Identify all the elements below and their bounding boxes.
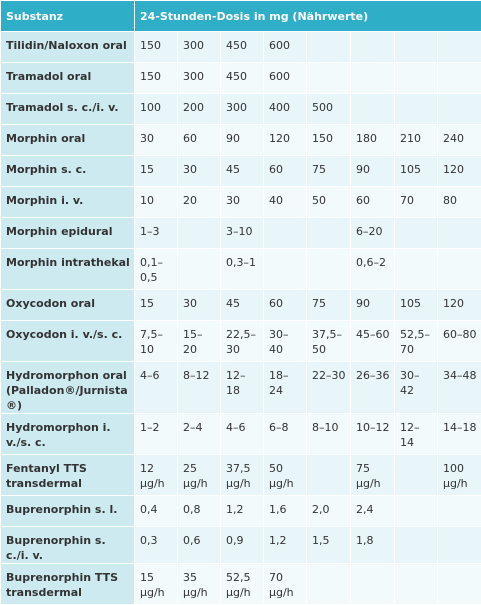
table-row: [1, 496, 481, 527]
dose-cell: 0,3–1: [221, 249, 264, 290]
dose-cell: 30–40: [264, 321, 307, 362]
dose-cell: [438, 249, 481, 290]
dose-cell: [395, 94, 438, 125]
dose-cell: 0,8: [178, 496, 221, 527]
dose-cell: 90: [221, 125, 264, 156]
dose-cell: 0,6–2: [351, 249, 395, 290]
dose-cell: 1,6: [264, 496, 307, 527]
substance-name: Buprenorphin s. l.: [1, 496, 135, 527]
dose-cell: 30: [135, 125, 178, 156]
table-row: [1, 32, 481, 63]
substance-name: Hydromorphon oral (Palladon®/Jurnista®): [1, 362, 135, 414]
dose-cell: 45: [221, 290, 264, 321]
substance-header: Substanz: [1, 1, 135, 32]
dose-cell: 70: [395, 187, 438, 218]
dose-cell: 37,5 µg/h: [221, 455, 264, 496]
dose-cell: [438, 218, 481, 249]
substance-name: Buprenorphin TTS transdermal: [1, 564, 135, 605]
dose-cell: [395, 63, 438, 94]
dose-cell: 0,9: [221, 527, 264, 564]
dose-cell: [351, 94, 395, 125]
dose-cell: 0,6: [178, 527, 221, 564]
table-row: [1, 218, 481, 249]
table-row: [1, 321, 481, 362]
table-row: [1, 187, 481, 218]
substance-name: Oxycodon oral: [1, 290, 135, 321]
dose-cell: 200: [178, 94, 221, 125]
table-row: [1, 455, 481, 496]
dose-header: 24-Stunden-Dosis in mg (Nährwerte): [135, 1, 481, 32]
table-row: [1, 63, 481, 94]
table-body: [1, 32, 481, 605]
dose-cell: 210: [395, 125, 438, 156]
dose-cell: 2,0: [307, 496, 351, 527]
dose-cell: 52,5–70: [395, 321, 438, 362]
dose-cell: 90: [351, 290, 395, 321]
dose-cell: 30: [221, 187, 264, 218]
dose-cell: 300: [178, 63, 221, 94]
dose-cell: 45–60: [351, 321, 395, 362]
dose-cell: [307, 455, 351, 496]
dose-cell: 18–24: [264, 362, 307, 414]
dose-cell: 60: [264, 290, 307, 321]
dose-cell: 60: [264, 156, 307, 187]
dose-cell: [351, 32, 395, 63]
substance-name: Buprenorphin s. c./i. v.: [1, 527, 135, 564]
dose-cell: 30: [178, 290, 221, 321]
dose-cell: 0,3: [135, 527, 178, 564]
dose-cell: 35 µg/h: [178, 564, 221, 605]
table-row: [1, 564, 481, 605]
dose-cell: 240: [438, 125, 481, 156]
dose-cell: 22–30: [307, 362, 351, 414]
substance-name: Tramadol oral: [1, 63, 135, 94]
dose-cell: [395, 249, 438, 290]
substance-name: Tramadol s. c./i. v.: [1, 94, 135, 125]
table-row: [1, 249, 481, 290]
dose-cell: 150: [307, 125, 351, 156]
substance-name: Morphin s. c.: [1, 156, 135, 187]
dose-cell: 4–6: [221, 414, 264, 455]
substance-name: Morphin epidural: [1, 218, 135, 249]
dose-cell: 50 µg/h: [264, 455, 307, 496]
dose-cell: 300: [178, 32, 221, 63]
dose-cell: 150: [135, 63, 178, 94]
substance-name: Morphin intrathekal: [1, 249, 135, 290]
dose-cell: 2–4: [178, 414, 221, 455]
dose-cell: 450: [221, 63, 264, 94]
dose-cell: 600: [264, 63, 307, 94]
table-row: [1, 125, 481, 156]
dose-cell: [438, 63, 481, 94]
dose-cell: [307, 63, 351, 94]
dose-cell: [395, 218, 438, 249]
dose-cell: 300: [221, 94, 264, 125]
dose-cell: 34–48: [438, 362, 481, 414]
dose-cell: 12–14: [395, 414, 438, 455]
dose-cell: 10–12: [351, 414, 395, 455]
dose-cell: 15: [135, 156, 178, 187]
dose-cell: 6–8: [264, 414, 307, 455]
dose-cell: [351, 63, 395, 94]
dose-cell: [438, 496, 481, 527]
dose-cell: 90: [351, 156, 395, 187]
dose-cell: 150: [135, 32, 178, 63]
table-row: [1, 527, 481, 564]
dose-cell: 120: [264, 125, 307, 156]
dose-cell: 100: [135, 94, 178, 125]
dose-cell: 30–42: [395, 362, 438, 414]
substance-name: Fentanyl TTS transdermal: [1, 455, 135, 496]
dose-cell: [264, 249, 307, 290]
dose-cell: 1–2: [135, 414, 178, 455]
dose-cell: 30: [178, 156, 221, 187]
dose-cell: 6–20: [351, 218, 395, 249]
dose-cell: 0,1–0,5: [135, 249, 178, 290]
dose-cell: 15 µg/h: [135, 564, 178, 605]
dose-cell: [438, 564, 481, 605]
dose-cell: 26–36: [351, 362, 395, 414]
dose-cell: 25 µg/h: [178, 455, 221, 496]
dose-cell: 75 µg/h: [351, 455, 395, 496]
dose-cell: 8–12: [178, 362, 221, 414]
dose-cell: [395, 527, 438, 564]
dose-cell: 60: [351, 187, 395, 218]
dose-cell: 12–18: [221, 362, 264, 414]
dose-cell: [351, 564, 395, 605]
table-row: [1, 290, 481, 321]
dose-cell: 4–6: [135, 362, 178, 414]
substance-name: Hydromorphon i. v./s. c.: [1, 414, 135, 455]
dose-cell: 1,8: [351, 527, 395, 564]
dose-cell: 75: [307, 290, 351, 321]
dose-cell: [395, 496, 438, 527]
dose-cell: 105: [395, 290, 438, 321]
dose-cell: 1,2: [221, 496, 264, 527]
substance-name: Oxycodon i. v./s. c.: [1, 321, 135, 362]
dose-cell: 15: [135, 290, 178, 321]
dose-cell: [307, 564, 351, 605]
dose-cell: 75: [307, 156, 351, 187]
dose-cell: 0,4: [135, 496, 178, 527]
dose-cell: 12 µg/h: [135, 455, 178, 496]
dose-cell: 45: [221, 156, 264, 187]
dose-cell: 7,5–10: [135, 321, 178, 362]
dose-cell: 15–20: [178, 321, 221, 362]
dose-cell: 1,5: [307, 527, 351, 564]
header-row: [1, 1, 481, 32]
dose-cell: 120: [438, 290, 481, 321]
dose-cell: [438, 94, 481, 125]
dose-cell: 60: [178, 125, 221, 156]
dose-cell: 10: [135, 187, 178, 218]
dose-cell: 8–10: [307, 414, 351, 455]
dose-cell: 1,2: [264, 527, 307, 564]
dose-cell: [438, 32, 481, 63]
table-row: [1, 156, 481, 187]
dose-cell: [395, 455, 438, 496]
dose-cell: 60–80: [438, 321, 481, 362]
substance-name: Tilidin/Naloxon oral: [1, 32, 135, 63]
dose-cell: 40: [264, 187, 307, 218]
dose-cell: 37,5–50: [307, 321, 351, 362]
dose-cell: [178, 249, 221, 290]
dose-cell: 500: [307, 94, 351, 125]
dose-cell: 50: [307, 187, 351, 218]
dose-cell: [307, 249, 351, 290]
dose-cell: 100 µg/h: [438, 455, 481, 496]
dose-cell: 20: [178, 187, 221, 218]
dose-cell: [438, 527, 481, 564]
dose-cell: 3–10: [221, 218, 264, 249]
dose-cell: 52,5 µg/h: [221, 564, 264, 605]
table-row: [1, 94, 481, 125]
table-row: [1, 414, 481, 455]
dose-cell: 80: [438, 187, 481, 218]
dose-cell: 22,5–30: [221, 321, 264, 362]
dose-cell: 70 µg/h: [264, 564, 307, 605]
dose-cell: 600: [264, 32, 307, 63]
dose-cell: [395, 32, 438, 63]
dose-cell: 400: [264, 94, 307, 125]
dose-cell: 120: [438, 156, 481, 187]
dose-cell: [395, 564, 438, 605]
dose-cell: 14–18: [438, 414, 481, 455]
dose-cell: [307, 32, 351, 63]
table-row: [1, 362, 481, 414]
dose-cell: 2,4: [351, 496, 395, 527]
dose-cell: 1–3: [135, 218, 178, 249]
dose-cell: [307, 218, 351, 249]
substance-name: Morphin i. v.: [1, 187, 135, 218]
dose-cell: 180: [351, 125, 395, 156]
substance-name: Morphin oral: [1, 125, 135, 156]
dose-cell: [264, 218, 307, 249]
dose-cell: 105: [395, 156, 438, 187]
dose-cell: 450: [221, 32, 264, 63]
dose-cell: [178, 218, 221, 249]
